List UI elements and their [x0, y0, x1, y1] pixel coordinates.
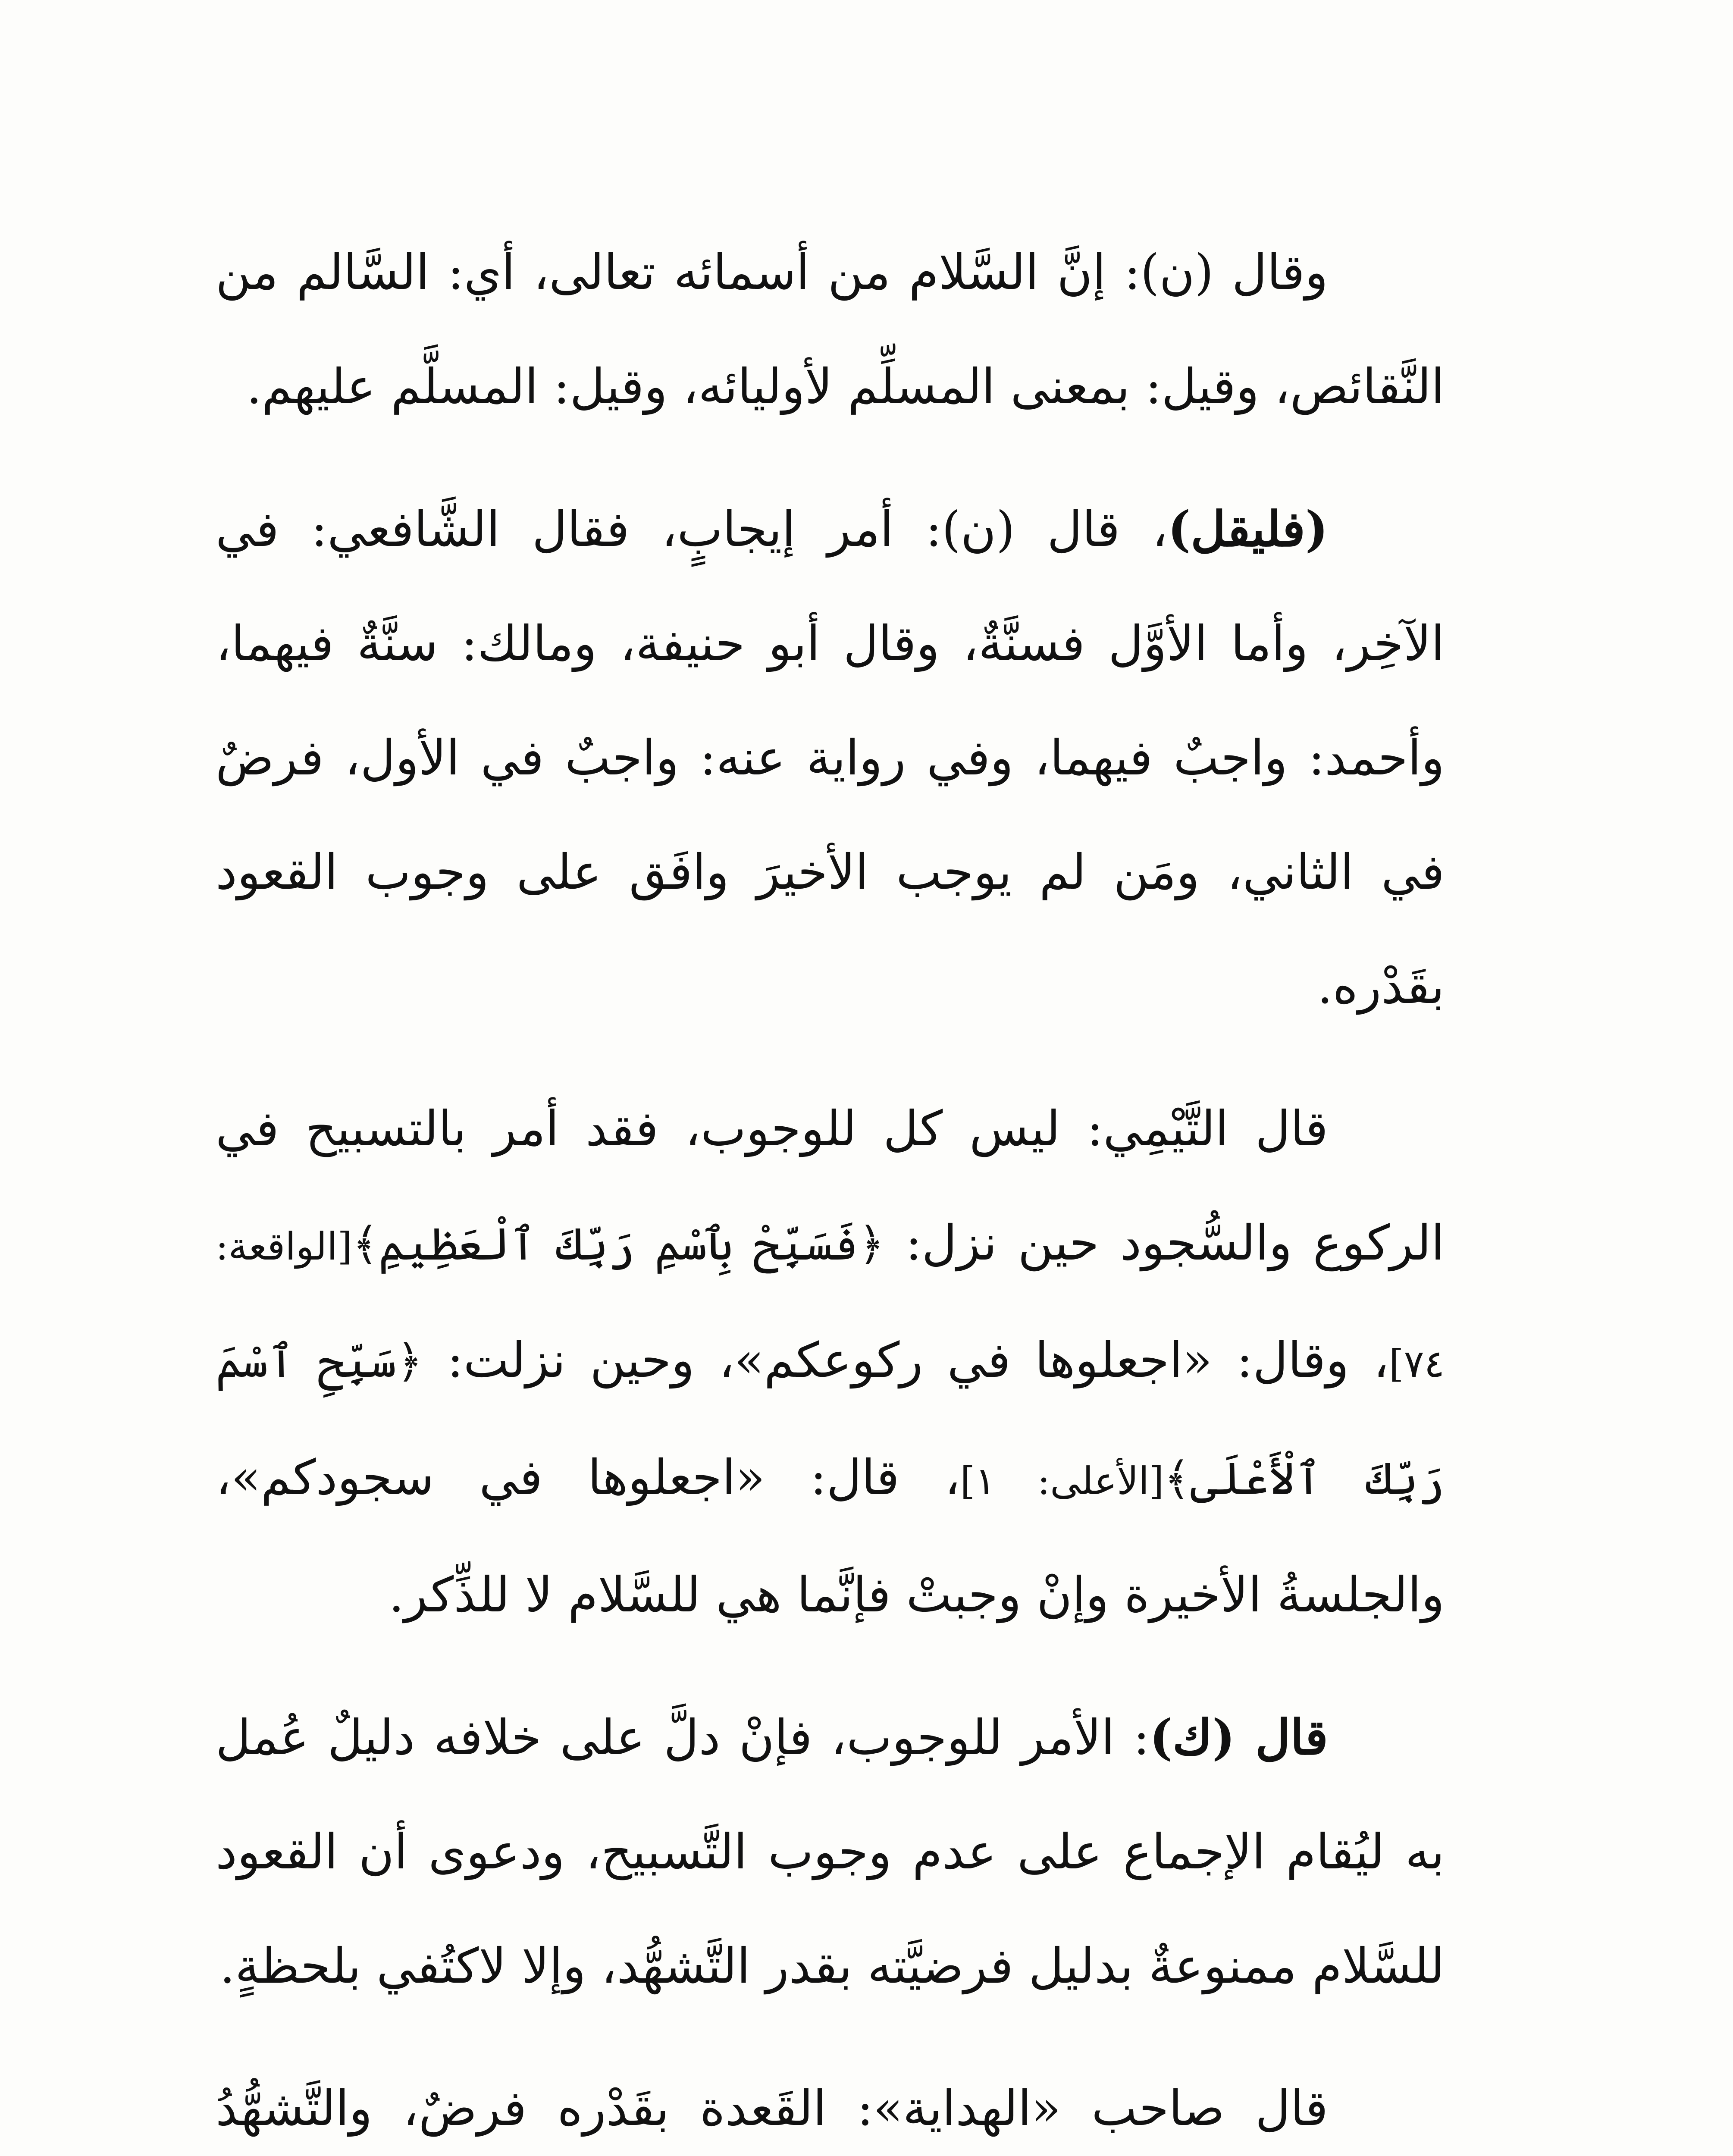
paragraph — [216, 2052, 1445, 2156]
text-run: قال التَّيْمِي: ليس كل للوجوب، فقد أمر بالتسبيح في الركوع والسُّجود حين نزل: — [216, 1101, 1445, 1271]
quran-verse: ﴿سَبِّحِ ٱسْمَ رَبِّكَ ٱلْأَعْلَى﴾ — [216, 1335, 1445, 1505]
quran-verse: ﴿فَسَبِّحْ بِٱسْمِ رَبِّكَ ٱلْعَظِيمِ﴾ — [352, 1218, 885, 1270]
text-run: : الأمر للوجوب، فإنْ دلَّ على خلافه دليلٌ عُمل به ليُقام الإجماع على عدم وجوب التَّسبيح، ودعوى أن القعود للسَّلام ممنوعةٌ بدليل فرضيَّته بقدر التَّشهُّد، وإلا لاكتُفي بلحظةٍ. — [216, 1710, 1445, 1994]
text-run: قال صاحب «الهداية»: القَعدة بقَدْره فرضٌ، والتَّشهُّدُ — [216, 2081, 1328, 2137]
paragraph — [216, 216, 1445, 444]
text-run: ، قال (ن): أمر إيجابٍ، فقال الشَّافعي: في الآخِر، وأما الأوَّل فسنَّةٌ، وقال أبو حنيفة، ومالك: سنَّةٌ فيهما، وأحمد: واجبٌ فيهما، وفي رواية عنه: واجبٌ في الأول، فرضٌ في الثاني، ومَن لم يوجب الأخيرَ وافَق على وجوب القعود بقَدْره. — [216, 501, 1445, 1015]
text-run: ، وقال: «اجعلوها في ركوعكم»، وحين نزلت: — [423, 1332, 1389, 1388]
paragraph — [216, 472, 1445, 1044]
paragraph — [216, 1680, 1445, 2024]
verse-reference: [الواقعة: ٧٤] — [216, 1224, 1445, 1386]
body-text — [216, 216, 1445, 2156]
verse-reference: [الأعلى: ١] — [960, 1459, 1164, 1503]
bold-heading: (فليقل) — [1168, 501, 1328, 558]
text-run: ، قال: «اجعلوها في سجودكم»، والجلسةُ الأخيرة وإنْ وجبتْ فإنَّما هي للسَّلام لا للذِّكر. — [216, 1450, 1445, 1623]
paragraph — [216, 1072, 1445, 1652]
bold-heading: قال (ك) — [1149, 1709, 1329, 1766]
text-run: وقال (ن): إنَّ السَّلام من أسمائه تعالى، أي: السَّالم من النَّقائص، وقيل: بمعنى المسلِّم لأوليائه، وقيل: المسلَّم عليهم. — [216, 244, 1445, 415]
